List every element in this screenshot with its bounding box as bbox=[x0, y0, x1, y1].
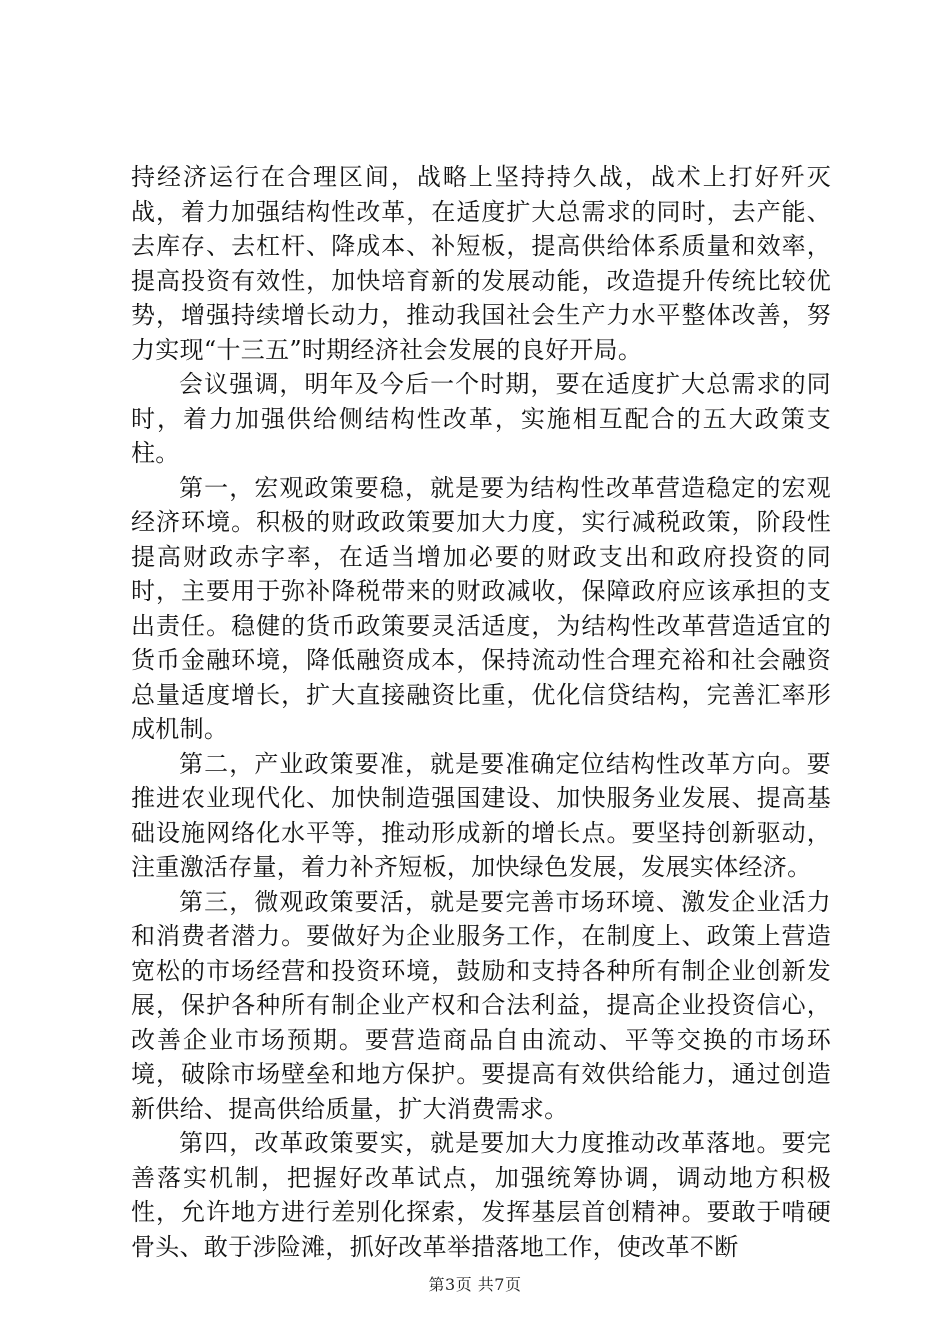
paragraph-industrial-policy: 第二，产业政策要准，就是要准确定位结构性改革方向。要推进农业现代化、加快制造强国建设、加快服务业发展、提高基础设施网络化水平等，推动形成新的增长点。要坚持创新驱动，注重激活存量，着力补齐短板，加快绿色发展，发展实体经济。 bbox=[131, 749, 831, 881]
paragraph-reform-policy: 第四，改革政策要实，就是要加大力度推动改革落地。要完善落实机制，把握好改革试点，加强统筹协调，调动地方积极性，允许地方进行差别化探索，发挥基层首创精神。要敢于啃硬骨头、敢于涉险滩，抓好改革举措落地工作，使改革不断 bbox=[131, 1129, 831, 1261]
page-number-footer: 第3页 共7页 bbox=[428, 1275, 522, 1294]
paragraph-continuation: 持经济运行在合理区间，战略上坚持持久战，战术上打好歼灭战，着力加强结构性改革，在适度扩大总需求的同时，去产能、去库存、去杠杆、降成本、补短板，提高供给体系质量和效率，提高投资有效性，加快培育新的发展动能，改造提升传统比较优势，增强持续增长动力，推动我国社会生产力水平整体改善，努力实现“十三五”时期经济社会发展的良好开局。 bbox=[131, 163, 831, 364]
paragraph-meeting-emphasis: 会议强调，明年及今后一个时期，要在适度扩大总需求的同时，着力加强供给侧结构性改革，实施相互配合的五大政策支柱。 bbox=[131, 370, 831, 467]
document-body bbox=[131, 160, 831, 1264]
paragraph-micro-policy: 第三，微观政策要活，就是要完善市场环境、激发企业活力和消费者潜力。要做好为企业服务工作，在制度上、政策上营造宽松的市场经营和投资环境，鼓励和支持各种所有制企业创新发展，保护各种所有制企业产权和合法利益，提高企业投资信心，改善企业市场预期。要营造商品自由流动、平等交换的市场环境，破除市场壁垒和地方保护。要提高有效供给能力，通过创造新供给、提高供给质量，扩大消费需求。 bbox=[131, 887, 831, 1123]
paragraph-macro-policy: 第一，宏观政策要稳，就是要为结构性改革营造稳定的宏观经济环境。积极的财政政策要加大力度，实行减税政策，阶段性提高财政赤字率，在适当增加必要的财政支出和政府投资的同时，主要用于弥补降税带来的财政减收，保障政府应该承担的支出责任。稳健的货币政策要灵活适度，为结构性改革营造适宜的货币金融环境，降低融资成本，保持流动性合理充裕和社会融资总量适度增长，扩大直接融资比重，优化信贷结构，完善汇率形成机制。 bbox=[131, 473, 831, 743]
